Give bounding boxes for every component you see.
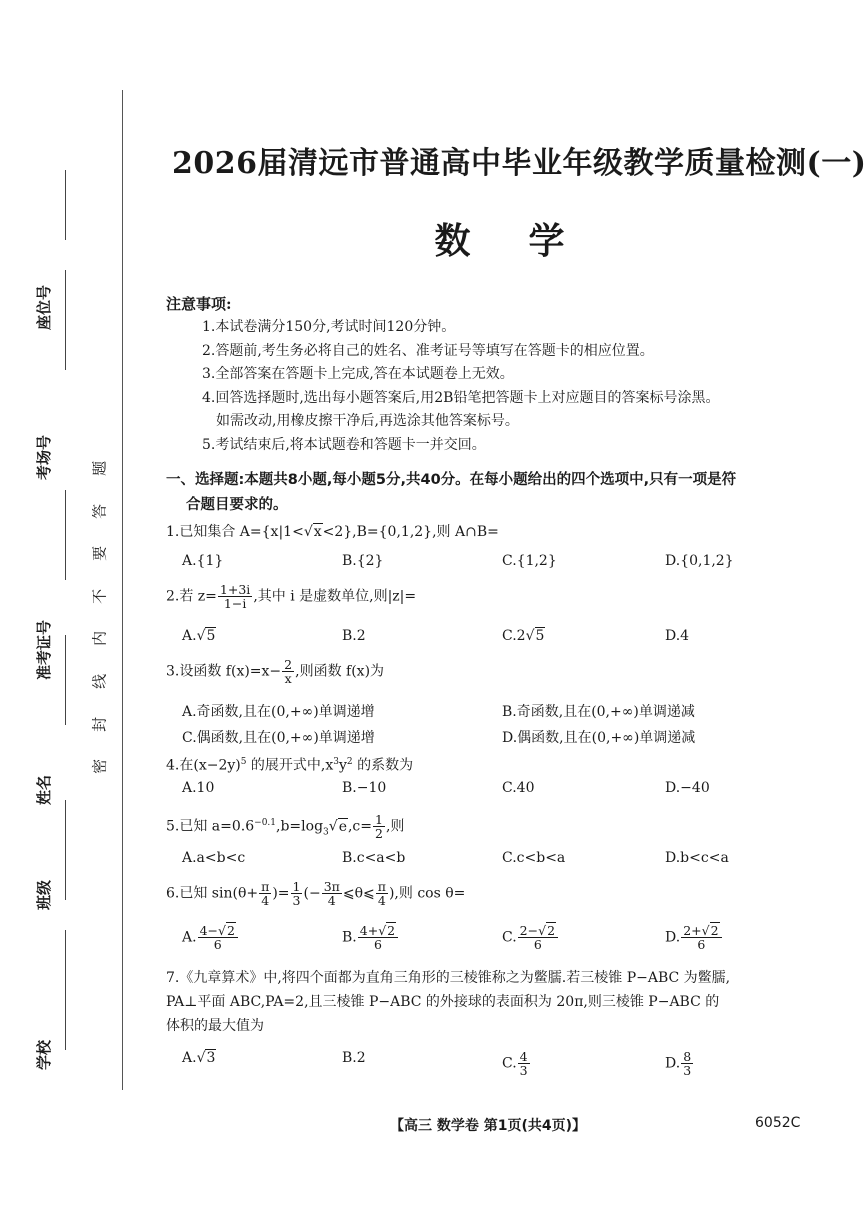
q7-c-label: C. [502,1055,517,1072]
seat-label: 座位号 [35,284,53,330]
q6-a-radicand: 2 [226,923,235,938]
q7-a-radicand: 3 [206,1050,216,1066]
binding-line [122,90,123,1090]
q2-c-label: C.2 [502,628,526,644]
room-label: 考场号 [35,434,53,480]
q7-option-c [502,1050,531,1077]
q6-frac-4-num: π [377,879,386,894]
q6-a-num: 4−√2 [198,924,238,938]
q6-d-num-text: 2+ [683,923,702,938]
q4-stem-d: 的系数为 [352,757,414,774]
q7-c-num: 4 [519,1049,528,1064]
q5-exponent: −0.1 [254,818,277,828]
q6-frac-1 [259,880,271,907]
q6-b-num-text: 4+ [359,923,379,938]
seal-char: 不 [90,588,109,604]
seal-char: 题 [90,460,109,476]
page-footer [0,1115,867,1139]
q3-option-b: B.奇函数,且在(0,+∞)单调递减 [502,704,695,720]
school-label: 学校 [35,1039,53,1070]
q5-radicand: e [338,818,347,835]
q6-a-den: 6 [213,937,222,953]
q5-stem-mid2: ,c= [347,818,373,835]
note-item: 4.回答选择题时,选出每小题答案后,用2B铅笔把答题卡上对应题目的答案标号涂黑。 [202,389,720,406]
q5-option-c: C.c<b<a [502,850,566,866]
q6-option-a [182,924,239,951]
q2-c-radicand: 5 [535,628,545,644]
ticket-write-line [65,490,66,580]
q5-option-a: A.a<b<c [182,850,246,866]
q7-option-b: B.2 [342,1050,366,1066]
note-item: 5.考试结束后,将本试题卷和答题卡一并交回。 [202,436,486,453]
q2-stem-pre: 2.若 z= [166,588,217,605]
q3-numerator: 2 [284,657,293,672]
q5-stem-mid: ,b=log [276,818,324,835]
q2-numerator: 1+3i [219,582,251,597]
paper-code: 6052C [755,1115,801,1131]
q3-stem-pre: 3.设函数 f(x)=x− [166,663,282,680]
q6-stem-mid2: (− [303,885,321,902]
q5-denominator: 2 [375,826,383,842]
q7-c-fraction [518,1050,530,1077]
q6-stem-pre: 6.已知 sin(θ+ [166,885,259,902]
section-line: 合题目要求的。 [186,497,288,513]
question-5: 5.已知 $a=0.6^{-0.1},b=\log_3√e,c=$ $\frac{1}{2}$ ,则 [166,812,405,842]
notes-title: 注意事项: [166,295,232,313]
q6-b-radicand: 2 [387,923,396,938]
q4-exp-3: 3 [333,757,339,767]
q6-frac-4 [376,880,388,907]
q6-c-radicand: 2 [547,923,556,938]
q7-line: PA⊥平面 ABC,PA=2,且三棱锥 P−ABC 的外接球的表面积为 20π,则三棱锥 P−ABC 的 [166,994,720,1010]
q6-option-c [502,924,559,951]
note-item: 如需改动,用橡皮擦干净后,再选涂其他答案标号。 [216,413,519,429]
q5-option-b: B.c<a<b [342,850,406,866]
question-3 [166,658,836,685]
name-label: 姓名 [35,774,53,805]
seal-warning [89,447,111,788]
name-write-line [65,635,66,725]
section-line: 一、选择题:本题共8小题,每小题5分,共40分。在每小题给出的四个选项中,只有一项是符 [166,472,737,488]
q6-b-num: 4+√2 [358,924,398,938]
q2-a-label: A. [182,628,197,644]
q6-stem-mid3: ⩽θ⩽ [342,885,375,902]
question-4 [166,750,836,778]
q6-frac-4-den: 4 [377,893,386,909]
q4-option-c: C.40 [502,780,535,796]
q5-stem-post: ,则 [385,818,405,835]
q7-d-num: 8 [683,1049,692,1064]
q4-exp-5: 5 [240,757,247,767]
q1-option-b: B.{2} [342,553,384,569]
seal-char: 要 [90,545,109,561]
q6-d-fraction [681,924,721,951]
q2-option-b: B.2 [342,628,366,644]
q2-option-a: A.√5 [182,628,216,644]
q7-d-den: 3 [683,1063,692,1079]
q5-log-base: 3 [323,827,329,838]
q3-stem-post: ,则函数 f(x)为 [295,663,385,680]
note-item: 3.全部答案在答题卡上完成,答在本试题卷上无效。 [202,366,514,382]
q6-stem-post: ),则 cos θ= [388,885,466,902]
q6-b-den: 6 [373,937,382,953]
q4-stem-b: 的展开式中,x [246,757,334,774]
q3-option-c: C.偶函数,且在(0,+∞)单调递增 [182,730,375,746]
q6-frac-3-num: 3π [323,879,340,894]
ticket-label: 准考证号 [35,619,53,680]
q7-d-fraction [681,1050,693,1077]
q4-exp-2: 2 [346,757,353,767]
q6-a-num-text: 4− [199,923,218,938]
q2-fraction [218,583,252,610]
q6-c-num-text: 2− [519,923,539,938]
question-7 [166,966,836,1038]
q6-frac-2-num: 1 [292,879,301,894]
class-field [20,760,100,910]
q4-option-d: D.−40 [665,780,710,796]
notes-list [202,316,842,457]
q6-frac-3 [322,880,342,907]
class-label: 班级 [35,879,53,910]
q5-option-d: D.b<c<a [665,850,729,866]
q6-stem-mid: )= [272,885,290,902]
question-2 [166,583,836,610]
q6-frac-2-den: 3 [292,893,301,909]
note-item: 2.答题前,考生务必将自己的姓名、准考证号等填写在答题卡的相应位置。 [202,342,654,359]
note-item: 1.本试卷满分150分,考试时间120分钟。 [202,319,456,335]
class-write-line [65,800,66,900]
q6-c-fraction [518,924,558,951]
q6-d-label: D. [665,929,681,946]
q6-c-label: C. [502,929,517,946]
school-field [20,920,100,1070]
seal-char: 封 [90,716,109,732]
q5-fraction [373,813,385,840]
q3-option-d: D.偶函数,且在(0,+∞)单调递减 [502,730,696,746]
exam-title: 2026届清远市普通高中毕业年级教学质量检测(一) [172,146,867,181]
section-heading [166,468,836,518]
binding-margin [0,0,140,1226]
q1-option-d: D.{0,1,2} [665,553,734,569]
q1-option-a: A.{1} [182,553,224,569]
school-write-line [65,930,66,1050]
q6-b-fraction [358,924,398,951]
q1-radicand: x [313,524,322,540]
q6-d-num: 2+√2 [681,924,721,938]
q6-frac-3-den: 4 [327,893,336,909]
room-write-line [65,270,66,370]
question-1: 1.已知集合 A={x|1<√x<2},B={0,1,2},则 A∩B= [166,524,499,540]
q6-a-fraction [198,924,238,951]
q2-denominator: 1−i [223,596,247,612]
q3-fraction [282,658,294,685]
question-6 [166,880,836,907]
q1-stem-pre: 1.已知集合 A={x|1< [166,524,304,540]
q6-option-b [342,924,399,951]
q1-option-c: C.{1,2} [502,553,557,569]
q7-option-d [665,1050,694,1077]
q6-frac-1-den: 4 [261,893,270,909]
seat-write-line [65,170,66,240]
q7-option-a: A.√3 [182,1050,216,1066]
q6-c-num: 2−√2 [518,924,558,938]
subject-title: 数学 [434,220,623,262]
q4-option-b: B.−10 [342,780,387,796]
q7-a-label: A. [182,1050,197,1066]
q2-option-d: D.4 [665,628,690,644]
q3-denominator: x [284,671,292,687]
q4-stem-a: 4.在(x−2y) [166,757,241,774]
seal-char: 内 [90,631,109,647]
q3-option-a: A.奇函数,且在(0,+∞)单调递增 [182,704,375,720]
page-number: 【高三 数学卷 第1页(共4页)】 [390,1118,587,1134]
seat-field [20,180,100,330]
seal-char: 密 [90,758,109,774]
q7-d-label: D. [665,1055,681,1072]
q5-stem-pre: 5.已知 a=0.6 [166,818,255,835]
q6-a-label: A. [182,929,197,946]
q7-c-den: 3 [519,1063,528,1079]
q6-b-label: B. [342,929,357,946]
q6-d-radicand: 2 [710,923,719,938]
q5-numerator: 1 [375,812,383,828]
q6-option-d [665,924,723,951]
q2-stem-post: ,其中 i 是虚数单位,则|z|= [253,588,417,605]
q6-frac-2 [291,880,303,907]
seal-char: 答 [90,503,109,519]
q2-a-radicand: 5 [206,628,216,644]
q7-line: 体积的最大值为 [166,1018,264,1034]
q6-frac-1-num: π [261,879,270,894]
seal-char: 线 [90,673,109,689]
q4-stem-c: y [339,757,347,774]
q7-line: 7.《九章算术》中,将四个面都为直角三角形的三棱锥称之为鳖臑.若三棱锥 P−ABC 为鳖臑, [166,970,731,986]
q2-option-c: C.2√5 [502,628,545,644]
q6-d-den: 6 [697,937,706,953]
q4-option-a: A.10 [182,780,215,796]
q6-c-den: 6 [533,937,542,953]
q1-stem-post: <2},B={0,1,2},则 A∩B= [322,524,499,540]
